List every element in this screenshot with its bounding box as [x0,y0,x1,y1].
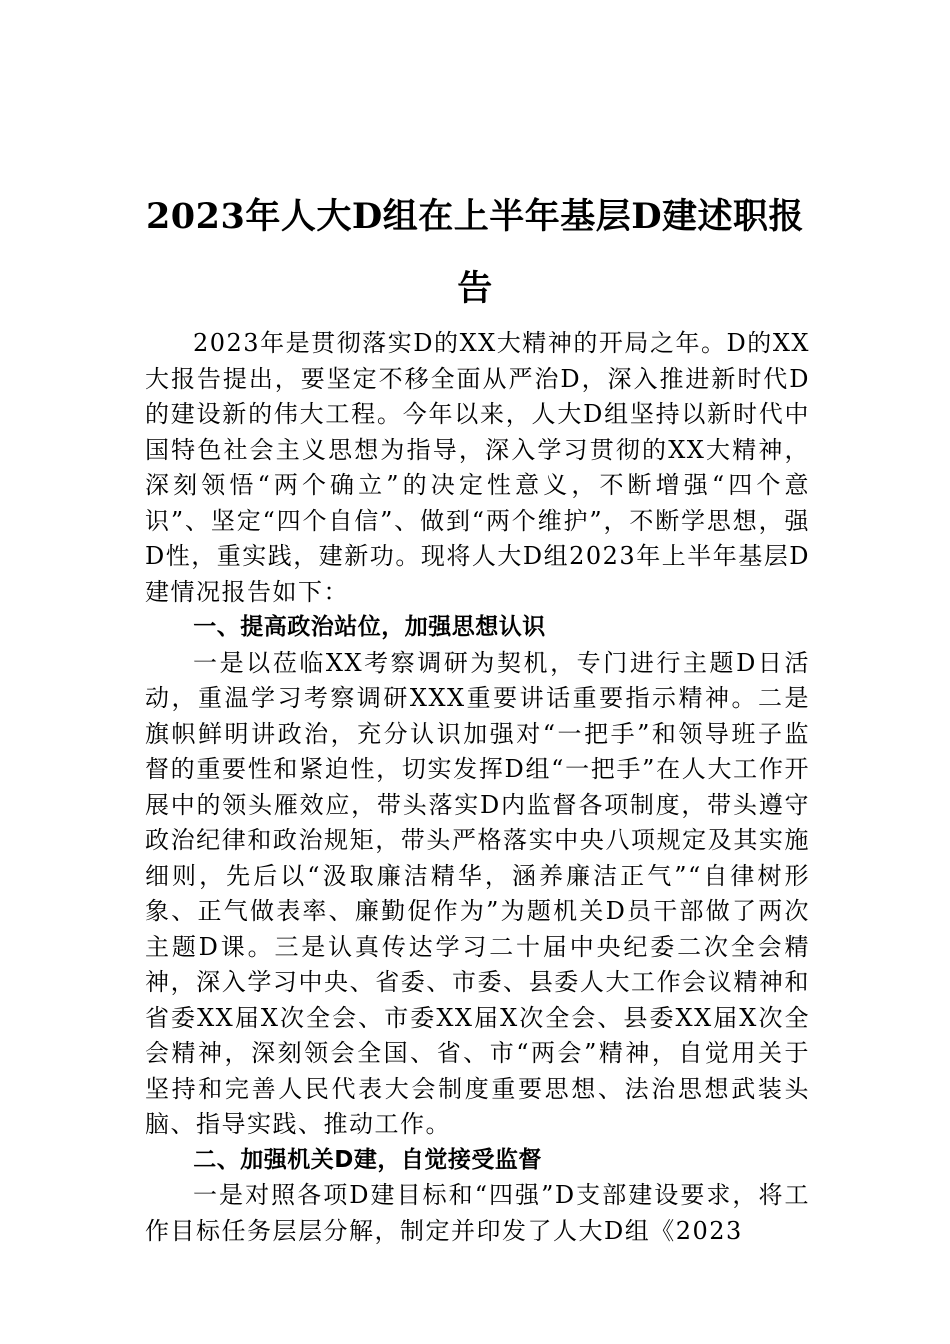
intro-paragraph: 2023年是贯彻落实D的XX大精神的开局之年。D的XX大报告提出，要坚定不移全面从严治D，深入推进新时代D的建设新的伟大工程。今年以来，人大D组坚持以新时代中国特色社会主义思想为指导，深入学习贯彻的XX大精神，深刻领悟“两个确立”的决定性意义，不断增强“四个意识”、坚定“四个自信”、做到“两个维护”，不断学思想，强D性，重实践，建新功。现将人大D组2023年上半年基层D建情况报告如下： [145,329,810,606]
document-title: 2023年人大D组在上半年基层D建述职报告 [145,196,805,310]
section-2-paragraph: 一是对照各项D建目标和“四强”D支部建设要求，将工作目标任务层层分解，制定并印发了人大D组《2023 [145,1181,810,1245]
section-1-paragraph: 一是以莅临XX考察调研为契机，专门进行主题D日活动，重温学习考察调研XXX重要讲话重要指示精神。二是旗帜鲜明讲政治，充分认识加强对“一把手”和领导班子监督的重要性和紧迫性，切实发挥D组“一把手”在人大工作开展中的领头雁效应，带头落实D内监督各项制度，带头遵守政治纪律和政治规矩，带头严格落实中央八项规定及其实施细则，先后以“汲取廉洁精华，涵养廉洁正气”“自律树形象、正气做表率、廉勤促作为”为题机关D员干部做了两次主题D课。三是认真传达学习二十届中央纪委二次全会精神，深入学习中央、省委、市委、县委人大工作会议精神和省委XX届X次全会、市委XX届X次全会、县委XX届X次全会精神，深刻领会全国、省、市“两会”精神，自觉用关于坚持和完善人民代表大会制度重要思想、法治思想武装头脑、指导实践、推动工作。 [145,648,810,1138]
section-heading-1: 一、提高政治站位，加强思想认识 [193,614,546,640]
section-heading-2: 二、加强机关D建，自觉接受监督 [193,1146,542,1173]
document-body [145,326,810,1249]
